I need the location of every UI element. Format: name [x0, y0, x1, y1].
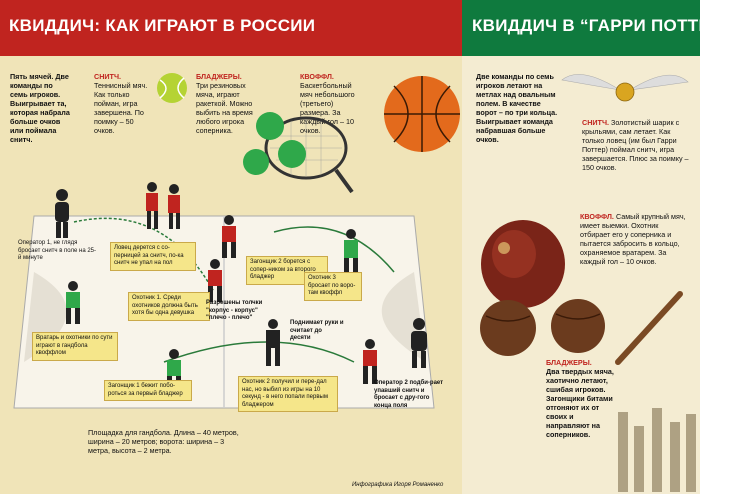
operator2-figure: [404, 318, 434, 370]
racket-and-bludgers-icon: [246, 104, 356, 196]
russia-title: КВИДДИЧ: КАК ИГРАЮТ В РОССИИ: [9, 16, 316, 35]
keeper-label: Вратарь и охотники по сути играют в гандбола квоффлом: [32, 332, 118, 361]
header-potter: [462, 0, 742, 56]
operator1-figure: [48, 188, 76, 240]
bludger-balls-icon: [468, 288, 688, 368]
potter-intro: Две команды по семь игроков летают на метлах над овальным полем. В качестве ворот – по три кольца. Выигрывает команда набравшая больше очков.: [476, 72, 558, 144]
potter-quaffle-block: [580, 212, 690, 266]
seeker-label: Ловец дерется с со-перницей за снитч, по-ка снитч не упал на пол: [110, 242, 196, 271]
snitch-title: СНИТЧ.: [94, 72, 121, 81]
referee-figure: [258, 318, 288, 368]
potter-quaffle-title: КВОФФЛ.: [580, 212, 614, 221]
beater2-label: Загонщик 2 борется с сопер-ником за второго бладжер: [246, 256, 328, 285]
snitch-block: [94, 72, 156, 135]
golden-snitch-icon: [560, 60, 690, 120]
beater1-label: Загонщик 1 бежит побо-роться за первый бладжер: [104, 380, 192, 401]
russia-intro: Пять мячей. Две команды по семь игроков. Выигрывает та, которая набрала больше очков или поймала снитч.: [10, 72, 70, 144]
potter-quaffle-text: Самый крупный мяч, имеет выемки. Охотник отбирает его у соперника и пытается забросить в кольцо, охраняемое вратарем. За каждый гол – 10 очков.: [580, 212, 686, 266]
quidditch-towers-icon: [612, 392, 700, 492]
potter-title: КВИДДИЧ В “ГАРРИ ПОТТЕРЕ”: [472, 16, 742, 35]
chaser3-label: Охотник 3 бросает по воро-там квоффл: [304, 272, 362, 301]
potter-snitch-text: Золотистый шарик с крыльями, сам летает. Как только ловец (им был Гарри Поттер) поймал снитч, игра завершается. Плюс за поимку – 150 очков.: [582, 118, 689, 172]
potter-snitch-title: СНИТЧ.: [582, 118, 609, 127]
potter-bludgers-block: [546, 358, 616, 439]
chaser2-figure: [356, 338, 384, 386]
operator2-label: Оператор 2 подби-рает упавший снитч и бросает с дру-гого конца поля: [374, 380, 444, 409]
potter-snitch-block: [582, 118, 690, 172]
chaser2-label: Охотник 2 получил и пере-дал нас, но выбил из игры на 10 секунд - в него попали первым бладжером: [238, 376, 338, 412]
rules-label: Разрешены толчки "корпус - корпус" "плечо - плечо": [206, 300, 263, 321]
potter-bludgers-title: БЛАДЖЕРЫ.: [546, 358, 592, 367]
referee-label: Поднимает руки и считает до десяти: [290, 320, 344, 341]
credit: Инфографика Игоря Романенко: [352, 482, 444, 488]
chaser3-figure: [336, 228, 366, 278]
chaser1-label: Охотник 1. Среди охотников должна быть хотя бы одна девушка: [128, 292, 210, 321]
operator1-label: Оператор 1, не глядя бросает снитч в поле на 25-й минуте: [18, 240, 97, 261]
chaser-figure-red: [214, 214, 244, 260]
bludgers-title: БЛАДЖЕРЫ.: [196, 72, 242, 81]
seeker-figures: [140, 180, 188, 232]
header-russia: [0, 0, 462, 56]
quaffle-text: Баскетбольный мяч небольшого (третьего) размера. За каждый гол – 10 очков.: [300, 81, 355, 135]
quaffle-title: КВОФФЛ.: [300, 72, 334, 81]
court-specs: Площадка для гандбола. Длина – 40 метров, ширина – 20 метров; ворота: ширина – 3 метра, высота – 2 метра.: [88, 428, 239, 455]
keeper-figure: [60, 280, 86, 326]
potter-bludgers-text: Два твердых мяча, хаотично летают, сшибая игроков. Загонщики битами отгоняют их от своих и направляют на соперников.: [546, 367, 614, 439]
bludgers-text: Три резиновых мяча, играют ракеткой. Можно выбить на время любого игрока соперника.: [196, 81, 253, 135]
basketball-icon: [382, 74, 462, 154]
snitch-text: Теннисный мяч. Как только пойман, игра завершена. По поимку – 50 очков.: [94, 81, 148, 135]
tennis-ball-icon: [156, 72, 188, 104]
